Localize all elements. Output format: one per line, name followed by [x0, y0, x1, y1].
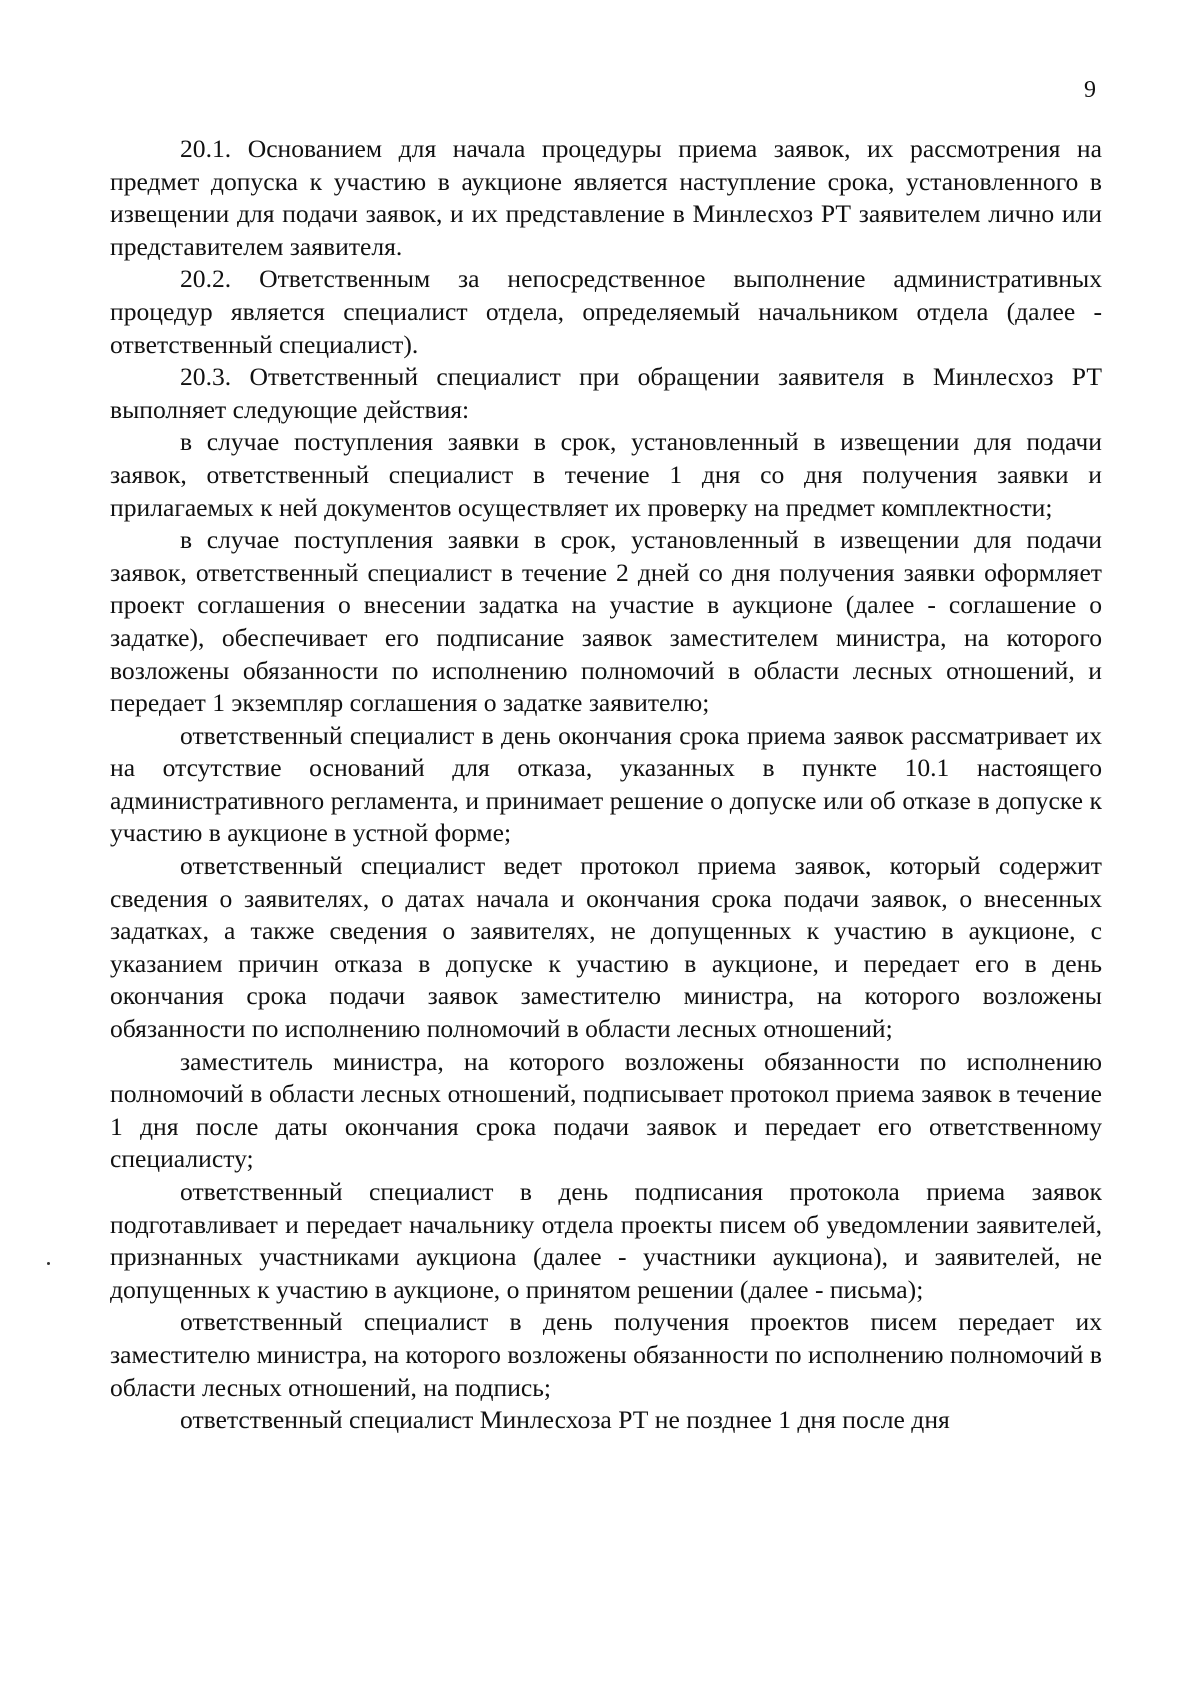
scan-speck — [47, 1262, 50, 1265]
paragraph-check-completeness: в случае поступления заявки в срок, установленный в извещении для подачи заявок, ответственный специалист в течение 1 дня со дня получения заявки и прилагаемых к ней документов осуществляет их проверку на предмет комплектности; — [110, 427, 1102, 522]
paragraph-review-applications: ответственный специалист в день окончания срока приема заявок рассматривает их на отсутствие оснований для отказа, указанных в пункте 10.1 настоящего административного регламента, и принимает решение о допуске или об отказе в допуске к участию в аукционе в устной форме; — [110, 720, 1102, 848]
paragraph-20-1: 20.1. Основанием для начала процедуры приема заявок, их рассмотрения на предмет допуска к участию в аукционе является наступление срока, установленного в извещении для подачи заявок, и их представление в Минлесхоз РТ заявителем лично или представителем заявителя. — [110, 134, 1102, 261]
paragraph-deposit-agreement: в случае поступления заявки в срок, установленный в извещении для подачи заявок, ответственный специалист в течение 2 дней со дня получения заявки оформляет проект соглашения о внесении задатка на участие в аукционе (далее - соглашение о задатке), обеспечивает его подписание заявок заместителем министра, на которого возложены обязанности по исполнению полномочий в области лесных отношений, и передает 1 экземпляр соглашения о задатке заявителю; — [110, 525, 1102, 718]
paragraph-prepare-letters: ответственный специалист в день подписания протокола приема заявок подготавливает и передает начальнику отдела проекты писем об уведомлении заявителей, признанных участниками аукциона (далее - участники аукциона), и заявителей, не допущенных к участию в аукционе, о принятом решении (далее - письма); — [110, 1177, 1102, 1304]
paragraph-continued: ответственный специалист Минлесхоза РТ не позднее 1 дня после дня — [180, 1405, 950, 1435]
document-body — [110, 133, 1102, 1437]
paragraph-letters-for-signature: ответственный специалист в день получения проектов писем передает их заместителю министра, на которого возложены обязанности по исполнению полномочий в области лесных отношений, на подпись; — [110, 1307, 1102, 1402]
paragraph-20-2: 20.2. Ответственным за непосредственное выполнение административных процедур является специалист отдела, определяемый начальником отдела (далее - ответственный специалист). — [110, 264, 1102, 359]
paragraph-deputy-minister-signs: заместитель министра, на которого возложены обязанности по исполнению полномочий в области лесных отношений, подписывает протокол приема заявок в течение 1 дня после даты окончания срока подачи заявок и передает его ответственному специалисту; — [110, 1046, 1102, 1174]
paragraph-protocol: ответственный специалист ведет протокол приема заявок, который содержит сведения о заявителях, о датах начала и окончания срока подачи заявок, о внесенных задатках, а также сведения о заявителях, не допущенных к участию в аукционе, с указанием причин отказа в допуске к участию в аукционе, и передает его в день окончания срока подачи заявок заместителю министра, на которого возложены обязанности по исполнению полномочий в области лесных отношений; — [110, 851, 1102, 1044]
page-number: 9 — [1084, 77, 1096, 103]
paragraph-20-3: 20.3. Ответственный специалист при обращении заявителя в Минлесхоз РТ выполняет следующие действия: — [110, 362, 1102, 424]
